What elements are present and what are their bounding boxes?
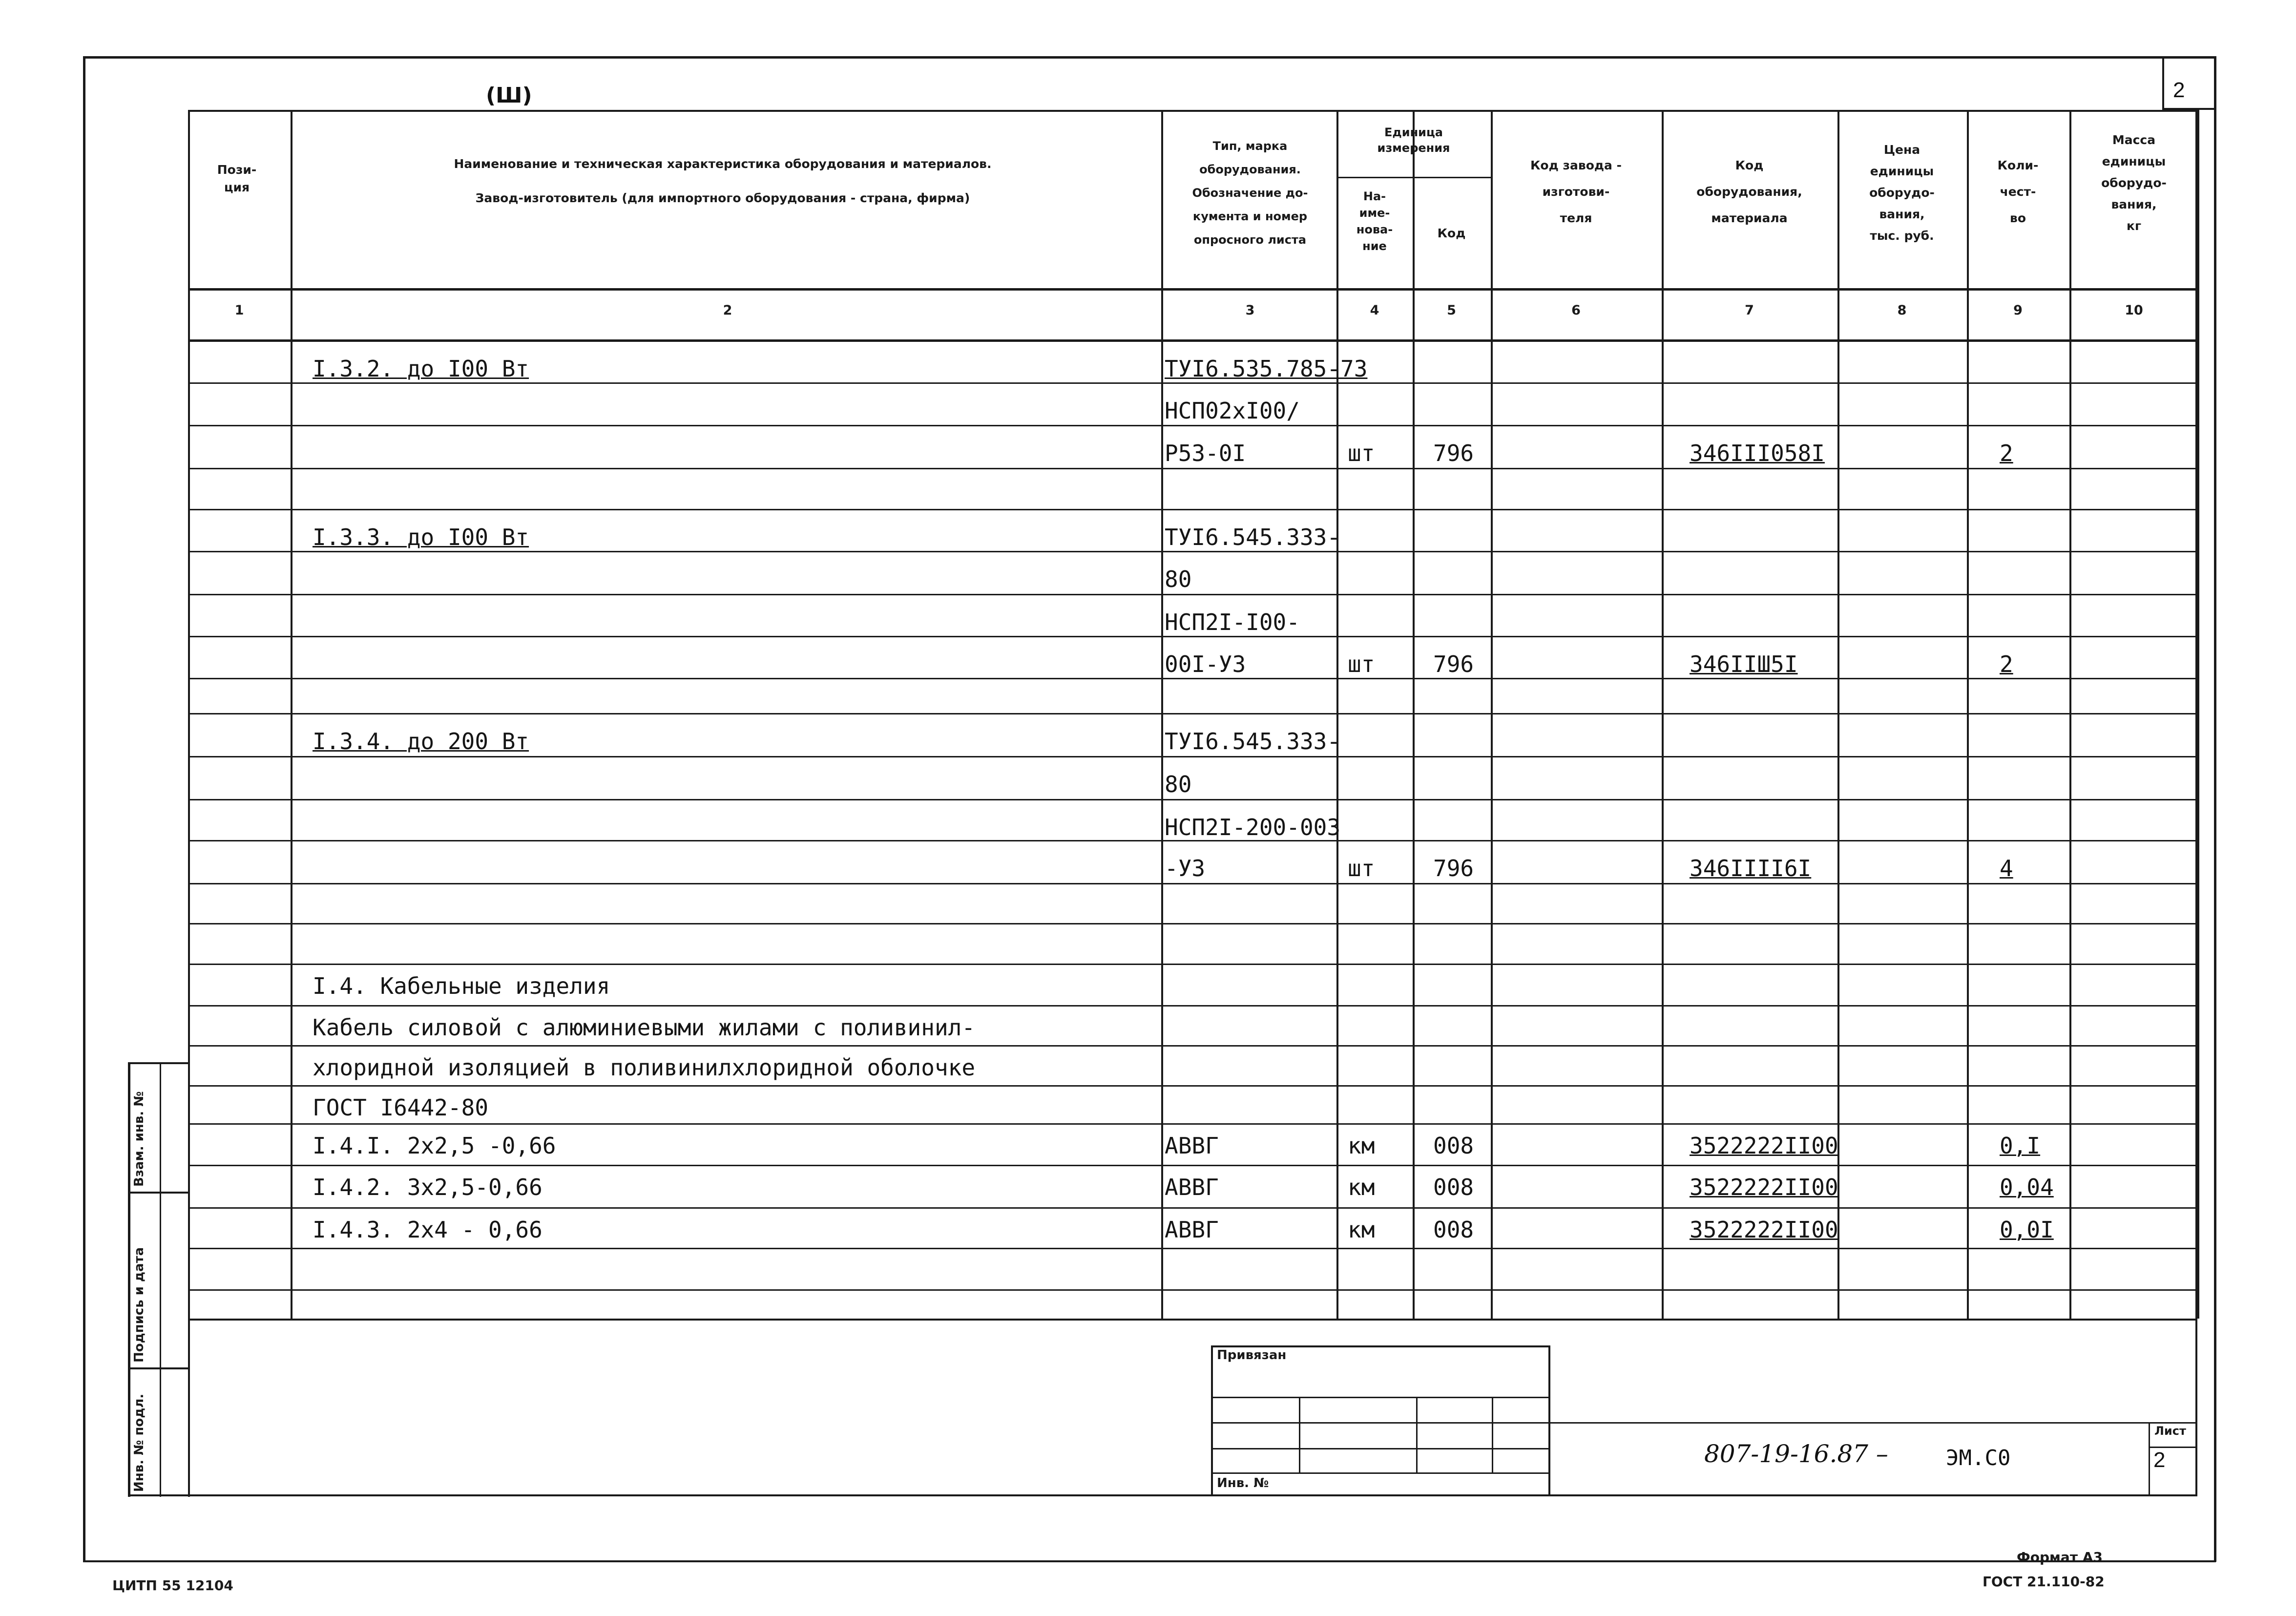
column-number-7: 7 — [1745, 303, 1754, 318]
row-22-unit-code: 008 — [1433, 1217, 1474, 1243]
row-20-name: I.4.I. 2х2,5 -0,66 — [313, 1133, 556, 1159]
row-8-unit-code: 796 — [1433, 651, 1474, 677]
row-20-equipment-code: 3522222II00 — [1690, 1133, 1838, 1159]
header-col9: Коли- чест- во — [1997, 158, 2039, 225]
sheet-number: 2 — [2153, 1448, 2166, 1472]
corner-page-number: 2 — [2173, 78, 2185, 102]
column-number-2: 2 — [723, 303, 732, 318]
row-1-type: ТУI6.535.785-73 — [1165, 356, 1368, 382]
row-19-name: ГОСТ I6442-80 — [313, 1094, 489, 1121]
row-5-name: I.3.3. до I00 Вт — [313, 524, 529, 550]
header-col3: Тип, марка оборудования. Обозначение до- кумента и номер опросного листа — [1192, 139, 1308, 247]
row-22-equipment-code: 3522222II00 — [1690, 1217, 1838, 1243]
row-21-unit-code: 008 — [1433, 1174, 1474, 1200]
row-12-type: НСП2I-200-003 — [1165, 814, 1341, 840]
row-8-equipment-code: 346IIШ5I — [1690, 651, 1798, 677]
row-6-type: 80 — [1165, 566, 1192, 592]
row-16-name: I.4. Кабельные изделия — [313, 973, 610, 999]
sheet-label: Лист — [2154, 1424, 2186, 1438]
row-21-name: I.4.2. 3х2,5-0,66 — [313, 1174, 543, 1200]
row-18-name: хлоридной изоляцией в поливинилхлоридной оболочке — [313, 1054, 976, 1081]
footer-gost: ГОСТ 21.110-82 — [1983, 1574, 2105, 1590]
row-13-qty: 4 — [2000, 855, 2013, 881]
row-22-name: I.4.3. 2х4 - 0,66 — [313, 1217, 543, 1243]
row-2-type: НСП02хI00/ — [1165, 398, 1300, 424]
column-number-9: 9 — [2013, 303, 2023, 318]
row-20-type: АВВГ — [1165, 1133, 1219, 1159]
column-number-8: 8 — [1897, 303, 1907, 318]
row-3-type: Р53-0I — [1165, 440, 1246, 466]
row-21-qty: 0,04 — [2000, 1174, 2054, 1200]
row-13-type: -У3 — [1165, 855, 1206, 881]
row-13-unit-code: 796 — [1433, 855, 1474, 881]
row-17-name: Кабель силовой с алюминиевыми жилами с поливинил- — [313, 1014, 976, 1041]
column-number-3: 3 — [1245, 303, 1255, 318]
inv-number-label: Инв. № — [1217, 1476, 1269, 1490]
stamp-replace-inv: Взам. инв. № — [132, 1091, 146, 1187]
header-col2: Наименование и техническая характеристика оборудования и материалов. Завод-изготовитель (для импортного оборудования - страна, фирма) — [454, 157, 992, 205]
row-20-unit: км — [1348, 1133, 1375, 1159]
row-3-equipment-code: 346III058I — [1690, 440, 1825, 466]
row-11-type: 80 — [1165, 771, 1192, 798]
row-8-qty: 2 — [2000, 651, 2013, 677]
header-col10: Масса единицы оборудо- вания, кг — [2101, 133, 2167, 233]
row-22-unit: км — [1348, 1217, 1375, 1243]
privyazan-label: Привязан — [1217, 1348, 1287, 1363]
row-22-type: АВВГ — [1165, 1217, 1219, 1243]
stamp-inv-original: Инв. № подл. — [132, 1393, 146, 1492]
header-col7: Код оборудования, материала — [1696, 158, 1802, 225]
row-13-unit: шт — [1348, 855, 1375, 881]
section-mark: (Ш) — [486, 83, 532, 108]
column-number-6: 6 — [1571, 303, 1581, 318]
header-col5: Код — [1437, 226, 1466, 240]
footer-format: Формат А3 — [2017, 1549, 2103, 1565]
document-code-handwritten: 807-19-16.87 – — [1704, 1440, 1888, 1468]
column-number-1: 1 — [234, 303, 244, 318]
row-21-unit: км — [1348, 1174, 1375, 1200]
row-5-type: ТУI6.545.333- — [1165, 524, 1341, 550]
column-number-4: 4 — [1370, 303, 1379, 318]
row-21-equipment-code: 3522222II00 — [1690, 1174, 1838, 1200]
document-code-typed: ЭМ.С0 — [1946, 1446, 2011, 1470]
row-8-unit: шт — [1348, 651, 1375, 677]
header-unit-group: Единица измерения — [1377, 126, 1450, 155]
row-3-unit: шт — [1348, 440, 1375, 466]
header-col4: На- име- нова- ние — [1356, 189, 1393, 253]
header-col8: Цена единицы оборудо- вания, тыс. руб. — [1869, 143, 1935, 243]
row-8-type: 00I-У3 — [1165, 651, 1246, 677]
row-20-unit-code: 008 — [1433, 1133, 1474, 1159]
header-col6: Код завода - изготови- теля — [1530, 158, 1622, 225]
header-col1: Пози- ция — [217, 163, 257, 194]
row-3-unit-code: 796 — [1433, 440, 1474, 466]
column-number-5: 5 — [1447, 303, 1456, 318]
row-3-qty: 2 — [2000, 440, 2013, 466]
stamp-sign-date: Подпись и дата — [132, 1247, 146, 1363]
row-1-name: I.3.2. до I00 Вт — [313, 356, 529, 382]
row-10-type: ТУI6.545.333- — [1165, 728, 1341, 755]
row-10-name: I.3.4. до 200 Вт — [313, 728, 529, 755]
footer-left-code: ЦИТП 55 12104 — [112, 1577, 233, 1594]
row-21-type: АВВГ — [1165, 1174, 1219, 1200]
row-22-qty: 0,0I — [2000, 1217, 2054, 1243]
row-20-qty: 0,I — [2000, 1133, 2041, 1159]
row-13-equipment-code: 346IIII6I — [1690, 855, 1812, 881]
row-7-type: НСП2I-I00- — [1165, 609, 1300, 635]
column-number-10: 10 — [2125, 303, 2143, 318]
